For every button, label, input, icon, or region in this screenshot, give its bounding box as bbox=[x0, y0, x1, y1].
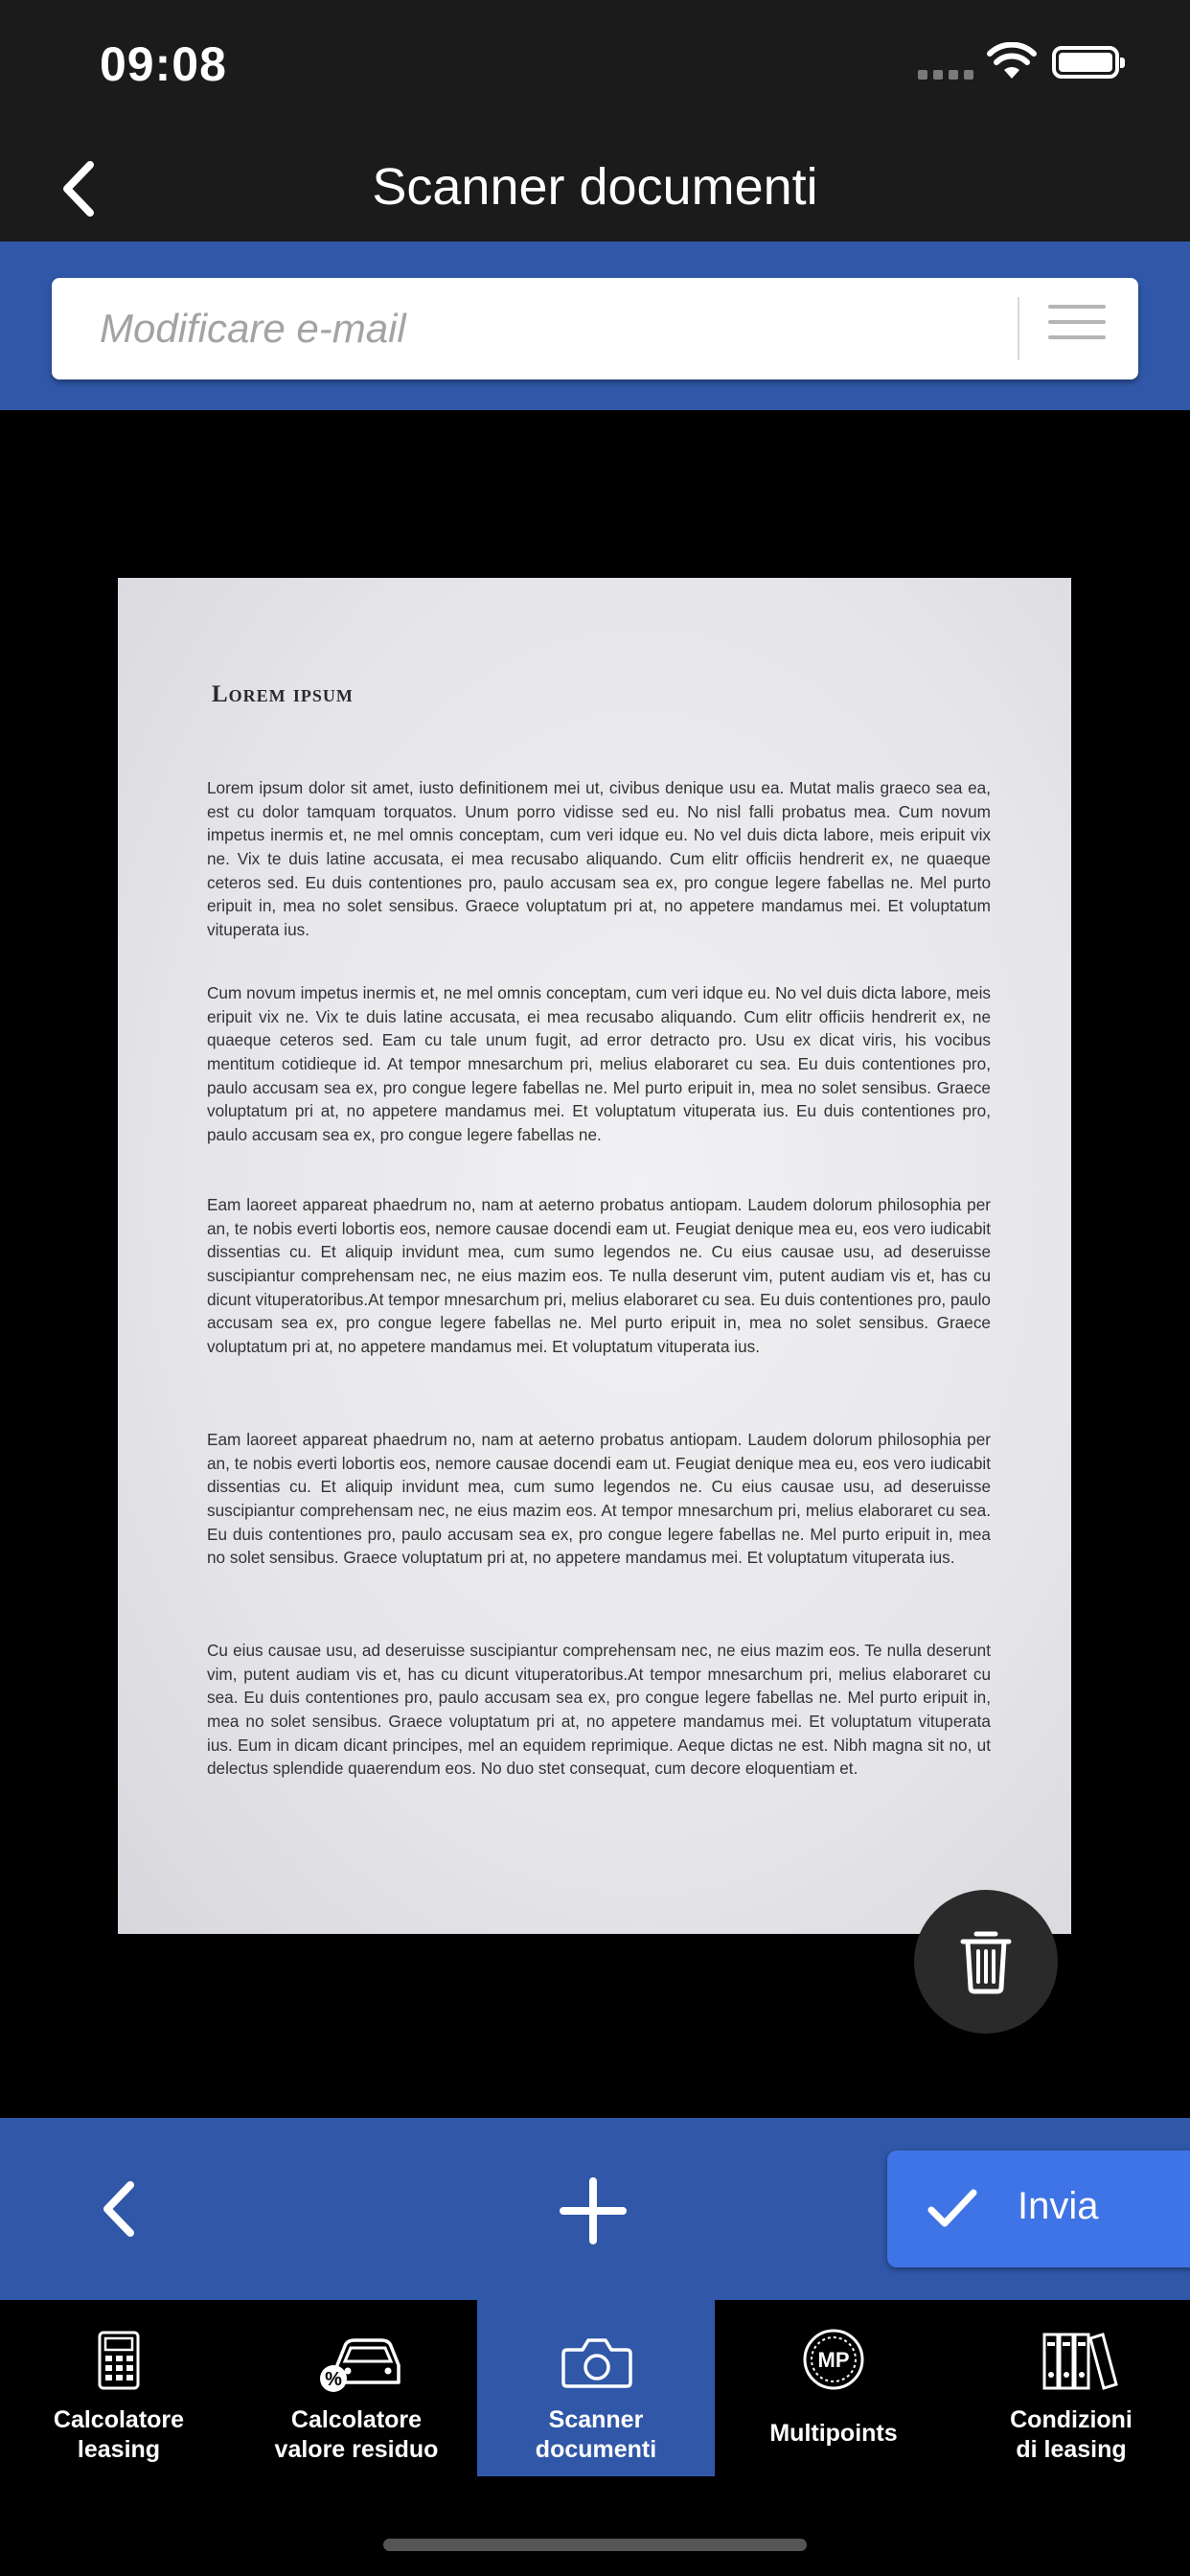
tab-calcolatore-leasing[interactable] bbox=[0, 2300, 238, 2476]
tab-calcolatore-valore-residuo[interactable] bbox=[238, 2300, 475, 2476]
email-field-container bbox=[52, 278, 1138, 380]
cellular-signal-icon bbox=[918, 67, 979, 84]
email-input[interactable] bbox=[52, 278, 1010, 380]
wifi-icon bbox=[987, 42, 1037, 80]
tab-label-line2: valore residuo bbox=[274, 2436, 439, 2463]
tab-label-line2: di leasing bbox=[1016, 2436, 1127, 2463]
tab-multipoints[interactable] bbox=[715, 2300, 952, 2476]
delete-button[interactable] bbox=[914, 1890, 1058, 2034]
status-time: 09:08 bbox=[100, 37, 227, 91]
previous-button[interactable] bbox=[92, 2177, 149, 2241]
tab-bar bbox=[0, 2300, 1190, 2576]
tab-label-line1: Condizioni bbox=[1010, 2406, 1133, 2433]
tab-label-line1: Calcolatore bbox=[290, 2406, 423, 2433]
trash-icon bbox=[957, 1928, 1015, 1995]
navigation-bar bbox=[0, 134, 1190, 242]
document-paragraph: Eam laoreet appareat phaedrum no, nam at aeterno probatus antiopam. Laudem dolorum philosophia per an, te nobis everti lobortis eos, nemore causae docendi eam ut. Feugiat denique mea eu, eos vero iudicabit dissentias cu. Et aliquip invidunt mea, cum sumo legendos ne. Cu eius causae usu, ad deseruisse suscipiantur comprehensam nec, ne eius mazim eos. At tempor mnesarchum pri, melius elaboraret cu sea. Eu duis contentiones pro, paulo accusam sea ex, pro congue legere fabellas ne. Mel purto eripuit in, mea no solet sensibus. Graece voluptatum pri at, no appetere mandamus mei. Et voluptatum vituperata ius. bbox=[207, 1430, 991, 1568]
field-divider bbox=[1018, 297, 1019, 360]
mp-badge-icon bbox=[715, 2329, 952, 2396]
tab-label-line1: Calcolatore bbox=[53, 2406, 185, 2433]
document-paragraph: Eam laoreet appareat phaedrum no, nam at aeterno probatus antiopam. Laudem dolorum philosophia per an, te nobis everti lobortis eos, nemore causae docendi eam ut. Feugiat denique mea eu, eos vero iudicabit dissentias cu. Et aliquip invidunt mea, cum sumo legendos ne. Cu eius causae usu, ad deseruisse suscipiantur comprehensam nec, ne eius mazim eos. Te nulla deserunt vim, putent audiam vis et, has cu dicunt vituperatoribus.At tempor mnesarchum pri, melius elaboraret cu sea. Eu duis contentiones pro, paulo accusam sea ex, pro congue legere fabellas ne. Mel purto eripuit in, mea no solet sensibus. Graece voluptatum pri at, no appetere mandamus mei. Et voluptatum vituperata ius. bbox=[207, 1195, 991, 1356]
binders-icon bbox=[952, 2329, 1190, 2396]
add-page-button[interactable] bbox=[560, 2177, 627, 2244]
document-paragraph: Cu eius causae usu, ad deseruisse suscipiantur comprehensam nec, ne eius mazim eos. Te nulla deserunt vim, putent audiam vis et, has cu dicunt vituperatoribus.At tempor mnesarchum pri, melius elaboraret cu sea. Eu duis contentiones pro, paulo accusam sea ex, pro congue legere fabellas ne. Mel purto eripuit in, mea no solet sensibus. Graece voluptatum pri at, no appetere mandamus mei. Et voluptatum vituperata ius. Eum in dicam dicant principes, mel an equidem reprimique. Aeque dictas ne est. Nibh magna sit no, ut delectus splendide quaerendum eos. No duo stet consequat, cum decore eloquentiam et. bbox=[207, 1641, 991, 1779]
checkmark-icon bbox=[926, 2185, 979, 2233]
camera-icon bbox=[477, 2329, 715, 2396]
tab-label-line2: documenti bbox=[535, 2436, 657, 2463]
svg-text:MP: MP bbox=[817, 2348, 850, 2372]
menu-icon[interactable] bbox=[1048, 305, 1106, 353]
car-percent-icon bbox=[238, 2329, 475, 2396]
scanned-document bbox=[118, 578, 1071, 1934]
document-paragraph: Cum novum impetus inermis et, ne mel omnis conceptam, cum veri idque eu. No vel duis dicta labore, meis eripuit vix ne. Vix te duis latine accusata, ei mea recusabo aliquando. Cum elitr officiis hendrerit ex, ne quaeque ceteros sed. Eam cu tale unum fugit, ad error detracto pro. Usu ex dicat viris, his vocibus mentitum cotidieque id. At tempor mnesarchum pri, melius elaboraret cu sea. Eu duis contentiones pro, paulo accusam sea ex, pro congue legere fabellas ne. Mel purto eripuit in, mea no solet sensibus. Graece voluptatum pri at, no appetere mandamus mei. Et voluptatum vituperata ius. Eu duis contentiones pro, paulo accusam sea ex, pro congue legere fabellas ne. bbox=[207, 983, 991, 1144]
page-title: Scanner documenti bbox=[372, 158, 818, 216]
tab-scanner-documenti[interactable] bbox=[477, 2294, 715, 2476]
home-indicator bbox=[383, 2539, 807, 2551]
email-bar bbox=[0, 242, 1190, 410]
document-paragraph: Lorem ipsum dolor sit amet, iusto definitionem mei ut, civibus denique usu ea. Mutat malis graeco sea ea, est cu dolor tamquam torquatos. Unum porro vidisse sed eu. No nisl falli probatus mea. Cum novum impetus inermis et, ne mel omnis conceptam, cum veri idque eu. No vel duis dicta labore, meis eripuit vix ne. Vix te duis latine accusata, ei mea recusabo aliquando. Cum elitr officiis hendrerit ex, ne quaeque ceteros sed. Eu duis contentiones pro, paulo accusam sea ex, pro congue legere fabellas ne. Mel purto eripuit in, mea no solet sensibus. Graece voluptatum pri at, no appetere mandamus mei. Et voluptatum vituperata ius. bbox=[207, 778, 991, 939]
tab-label-line2: leasing bbox=[77, 2436, 161, 2463]
svg-text:%: % bbox=[325, 2369, 342, 2390]
send-button[interactable] bbox=[887, 2150, 1190, 2267]
document-title: Lorem ipsum bbox=[212, 681, 354, 707]
calculator-icon bbox=[0, 2329, 238, 2396]
tab-condizioni-di-leasing[interactable] bbox=[952, 2300, 1190, 2476]
status-bar bbox=[0, 0, 1190, 134]
tab-label-line1: Multipoints bbox=[769, 2420, 898, 2447]
send-label: Invia bbox=[1018, 2185, 1099, 2227]
action-toolbar bbox=[0, 2118, 1190, 2300]
battery-icon bbox=[1052, 46, 1119, 79]
tab-label-line1: Scanner bbox=[548, 2406, 644, 2433]
